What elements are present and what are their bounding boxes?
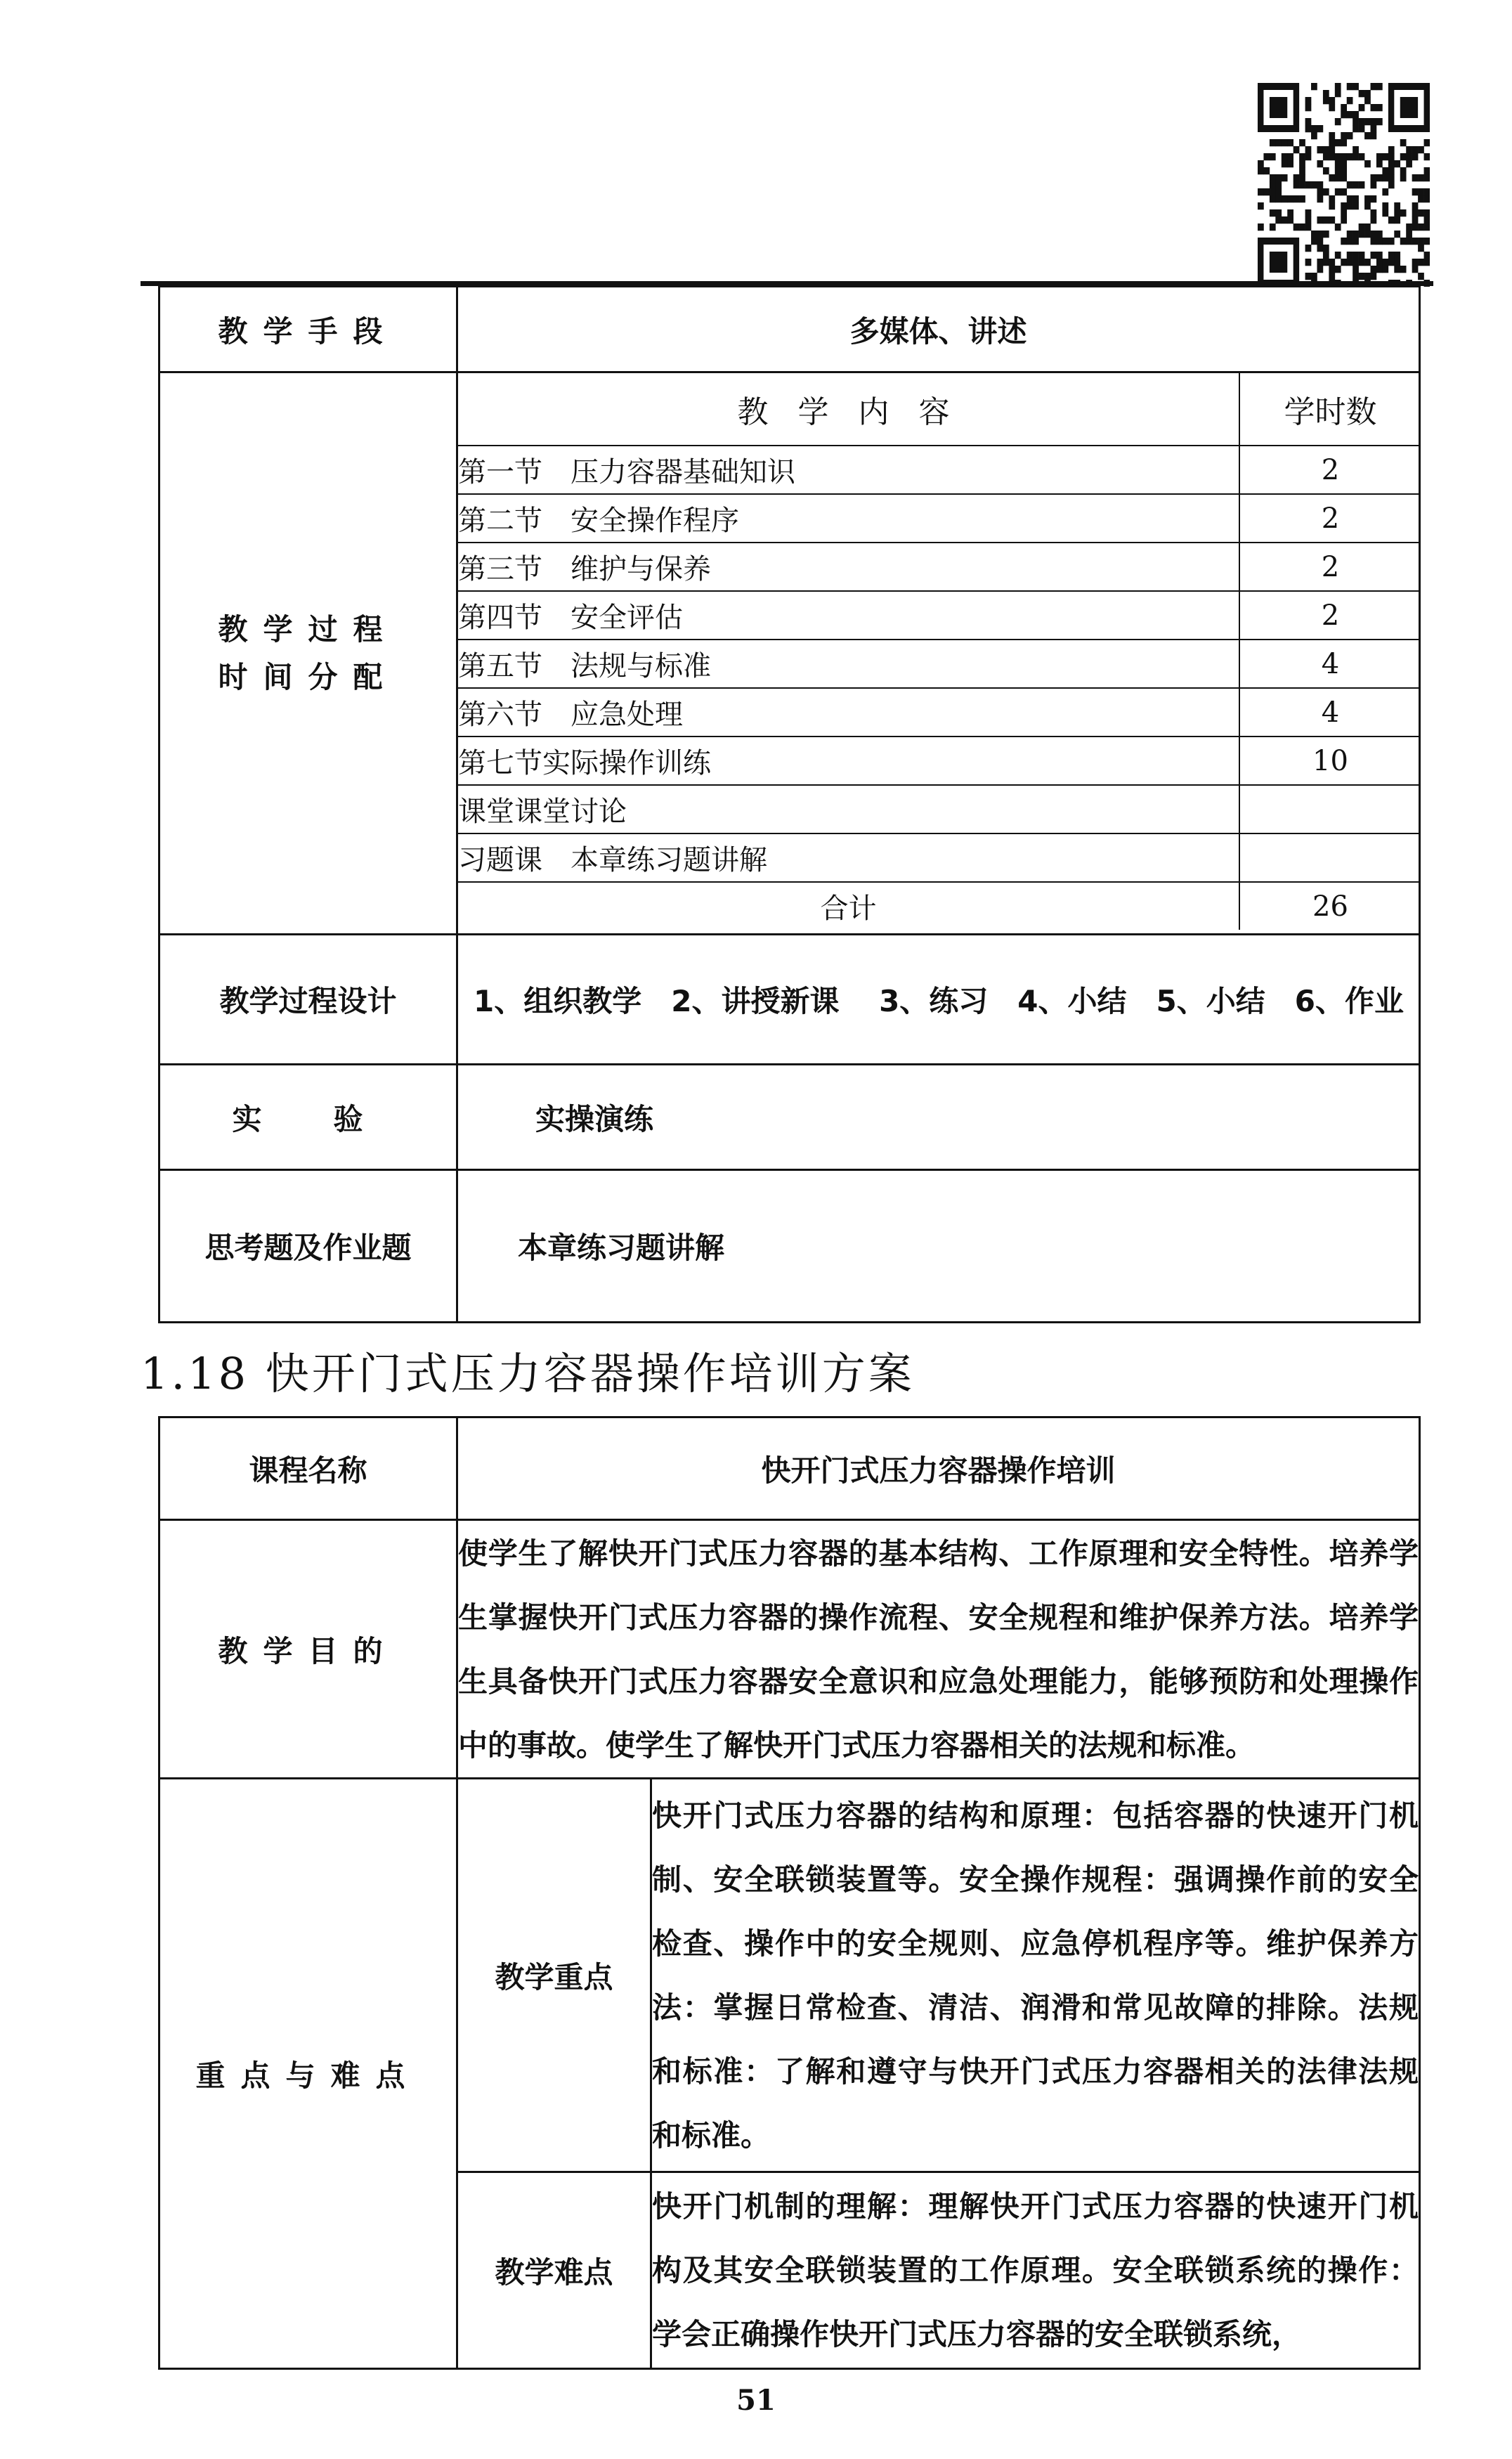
section-name: 习题课 本章练习题讲解 <box>458 833 1239 882</box>
page-number: 51 <box>736 2384 776 2417</box>
focus-label: 教学重点 <box>457 1779 651 2172</box>
section-name: 第二节 安全操作程序 <box>458 494 1239 543</box>
section-name: 第六节 应急处理 <box>458 688 1239 737</box>
homework-label: 思考题及作业题 <box>159 1170 457 1323</box>
allocation-cell <box>457 372 1420 935</box>
section-name: 第一节 压力容器基础知识 <box>458 446 1239 494</box>
allocation-row-item <box>458 543 1421 591</box>
section-hours: 10 <box>1239 737 1421 785</box>
focus-row <box>159 1779 1420 2172</box>
focus-text: 快开门式压力容器的结构和原理：包括容器的快速开门机制、安全联锁装置等。安全操作规程：强调操作前的安全检查、操作中的安全规则、应急停机程序等。维护保养方法：掌握日常检查、清洁、润滑和常见故障的排除。法规和标准：了解和遵守与快开门式压力容器相关的法律法规和标准。 <box>651 1779 1420 2172</box>
course-value: 快开门式压力容器操作培训 <box>457 1417 1420 1520</box>
experiment-label: 实 验 <box>159 1065 457 1170</box>
section-name: 课堂课堂讨论 <box>458 785 1239 833</box>
section-name: 第三节 维护与保养 <box>458 543 1239 591</box>
methods-value: 多媒体、讲述 <box>457 287 1420 372</box>
allocation-row-item <box>458 785 1421 833</box>
section-hours: 4 <box>1239 688 1421 737</box>
schedule-table <box>158 285 1421 1323</box>
allocation-row-item <box>458 737 1421 785</box>
allocation-label-line2: 时间分配 <box>218 659 398 694</box>
homework-row <box>159 1170 1420 1323</box>
allocation-row <box>159 372 1420 935</box>
experiment-row <box>159 1065 1420 1170</box>
allocation-row-item <box>458 688 1421 737</box>
objective-text: 使学生了解快开门式压力容器的基本结构、工作原理和安全特性。培养学生掌握快开门式压力容器的操作流程、安全规程和维护保养方法。培养学生具备快开门式压力容器安全意识和应急处理能力，能够预防和处理操作中的事故。使学生了解快开门式压力容器相关的法规和标准。 <box>457 1520 1420 1779</box>
course-label: 课程名称 <box>159 1417 457 1520</box>
allocation-inner-table <box>458 373 1421 930</box>
key-label: 重点与难点 <box>159 1779 457 2369</box>
methods-label: 教学手段 <box>159 287 457 372</box>
section-hours: 2 <box>1239 446 1421 494</box>
objective-label: 教学目的 <box>159 1520 457 1779</box>
section-heading: 1.18 快开门式压力容器操作培训方案 <box>141 1348 915 1399</box>
section-hours: 2 <box>1239 543 1421 591</box>
course-table <box>158 1416 1421 2370</box>
qr-code-icon <box>1258 83 1430 287</box>
experiment-value: 实操演练 <box>457 1065 1420 1170</box>
allocation-row-item <box>458 494 1421 543</box>
section-hours: 2 <box>1239 494 1421 543</box>
section-name: 第五节 法规与标准 <box>458 640 1239 688</box>
allocation-row-item <box>458 446 1421 494</box>
allocation-header-row <box>458 373 1421 446</box>
section-name: 第四节 安全评估 <box>458 591 1239 640</box>
methods-row <box>159 287 1420 372</box>
section-hours <box>1239 785 1421 833</box>
section-name: 第七节实际操作训练 <box>458 737 1239 785</box>
homework-value: 本章练习题讲解 <box>457 1170 1420 1323</box>
allocation-label-line1: 教学过程 <box>218 611 398 647</box>
difficulty-text: 快开门机制的理解：理解快开门式压力容器的快速开门机构及其安全联锁装置的工作原理。安全联锁系统的操作：学会正确操作快开门式压力容器的安全联锁系统， <box>651 2172 1420 2369</box>
allocation-row-item <box>458 640 1421 688</box>
hours-header: 学时数 <box>1239 373 1421 446</box>
total-label: 合计 <box>458 882 1239 930</box>
design-value: 1、组织教学 2、讲授新课 3、练习 4、小结 5、小结 6、作业 <box>457 935 1420 1065</box>
section-hours: 2 <box>1239 591 1421 640</box>
total-row <box>458 882 1421 930</box>
allocation-row-item <box>458 833 1421 882</box>
design-label: 教学过程设计 <box>159 935 457 1065</box>
objective-row <box>159 1520 1420 1779</box>
total-hours: 26 <box>1239 882 1421 930</box>
design-row <box>159 935 1420 1065</box>
allocation-row-item <box>458 591 1421 640</box>
qr-code-graphic <box>1258 83 1430 287</box>
difficulty-label: 教学难点 <box>457 2172 651 2369</box>
content-header: 教 学 内 容 <box>458 373 1239 446</box>
course-row <box>159 1417 1420 1520</box>
allocation-rows <box>458 446 1421 882</box>
allocation-label <box>159 372 457 935</box>
section-hours <box>1239 833 1421 882</box>
section-hours: 4 <box>1239 640 1421 688</box>
